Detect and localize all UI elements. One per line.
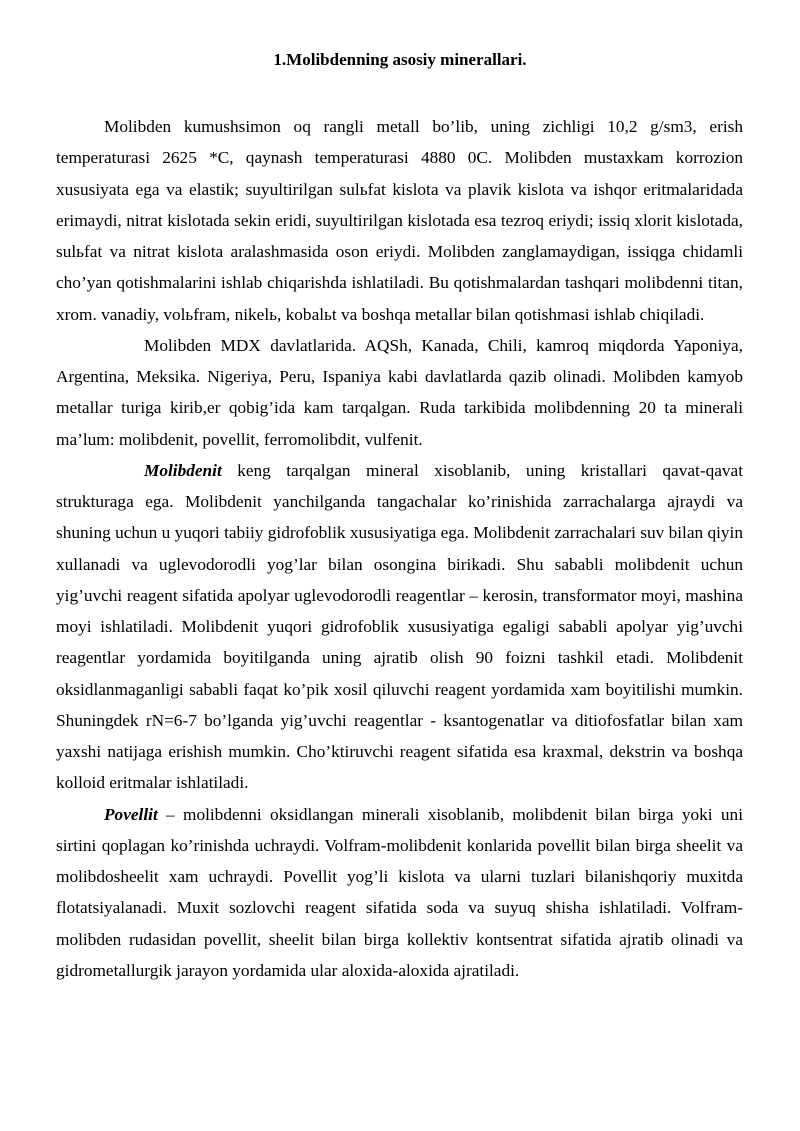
paragraph-molibdenit: [56, 455, 743, 799]
paragraph-text: keng tarqalgan mineral xisoblanib, uning kristallari qavat-qavat strukturaga ega. Molibdenit yanchilganda tangachalar ko’rinishida zarrachalarga ajraydi va shuning uchun u yuqori tabiiy gidrofoblik xususiyatiga ega. Molibdenit zarrachalari suv bilan qiyin xullanadi va uglevodorodli yog’lar bilan osongina birikadi. Shu sababli molibdenit uchun yig’uvchi reagent sifatida apolyar uglevodorodli reagentlar – kerosin, transformator moyi, mashina moyi ishlatiladi. Molibdenit yuqori gidrofoblik xususiyatiga egaligi sababli apolyar yig’uvchi reagentlar yordamida boyitilganda uning ajratib olish 90 foizni tashkil etadi. Molibdenit oksidlanmaganligi sababli faqat ko’pik xosil qiluvchi reagent yordamida xam boyitilishi mumkin. Shuningdek rN=6-7 bo’lganda yig’uvchi reagentlar - ksantogenatlar va ditiofosfatlar bilan xam yaxshi natijaga erishish mumkin. Cho’ktiruvchi reagent sifatida esa kraxmal, dekstrin va boshqa kolloid eritmalar ishlatiladi.: [56, 460, 743, 793]
paragraph-properties: [56, 111, 743, 330]
paragraph-povellit: [56, 799, 743, 987]
document-title: 1.Molibdenning asosiy minerallari.: [273, 50, 527, 69]
paragraph-text: – molibdenni oksidlangan minerali xisoblanib, molibdenit bilan birga yoki uni sirtini qoplagan ko’rinishda uchraydi. Volfram-molibdenit konlarida povellit bilan birga sheelit va molibdosheelit xam uchraydi. Povellit yog’li kislota va ularni tuzlari bilanishqoriy muxitda flotatsiyalanadi. Muxit sozlovchi reagent sifatida soda va suyuq shisha ishlatiladi. Volfram-molibden rudasidan povellit, sheelit bilan birga kollektiv kontsentrat sifatida ajratib olinadi va gidrometallurgik jarayon yordamida ular aloxida-aloxida ajratiladi.: [56, 804, 743, 980]
term-povellit: Povellit: [104, 804, 158, 824]
document-body: [56, 111, 743, 986]
paragraph-text: Molibden MDX davlatlarida. AQSh, Kanada, Chili, kamroq miqdorda Yaponiya, Argentina, Meksika. Nigeriya, Peru, Ispaniya kabi davlatlarda qazib olinadi. Molibden kamyob metallar turiga kirib,er qobig’ida kam tarqalgan. Ruda tarkibida molibdenning 20 ta minerali ma’lum: molibdenit, povellit, ferromolibdit, vulfenit.: [56, 335, 743, 449]
paragraph-text: Molibden kumushsimon oq rangli metall bo’lib, uning zichligi 10,2 g/sm3, erish temperaturasi 2625 *C, qaynash temperaturasi 4880 0C. Molibden mustaxkam korrozion xususiyata ega va elastik; suyultirilgan sulьfat kislota va plavik kislota va ishqor eritmalaridada erimaydi, nitrat kislotada sekin eridi, suyultirilgan kislotada esa tezroq eriydi; issiq xlorit kislotada, sulьfat va nitrat kislota aralashmasida oson eriydi. Molibden zanglamaydigan, issiqga chidamli cho’yan qotishmalarini ishlab chiqarishda ishlatiladi. Bu qotishmalardan tashqari molibdenni titan, xrom. vanadiy, volьfram, nikelь, kobalьt va boshqa metallar bilan qotishmasi ishlab chiqiladi.: [56, 117, 743, 324]
paragraph-occurrence: [56, 330, 743, 455]
term-molibdenit: Molibdenit: [144, 460, 222, 480]
